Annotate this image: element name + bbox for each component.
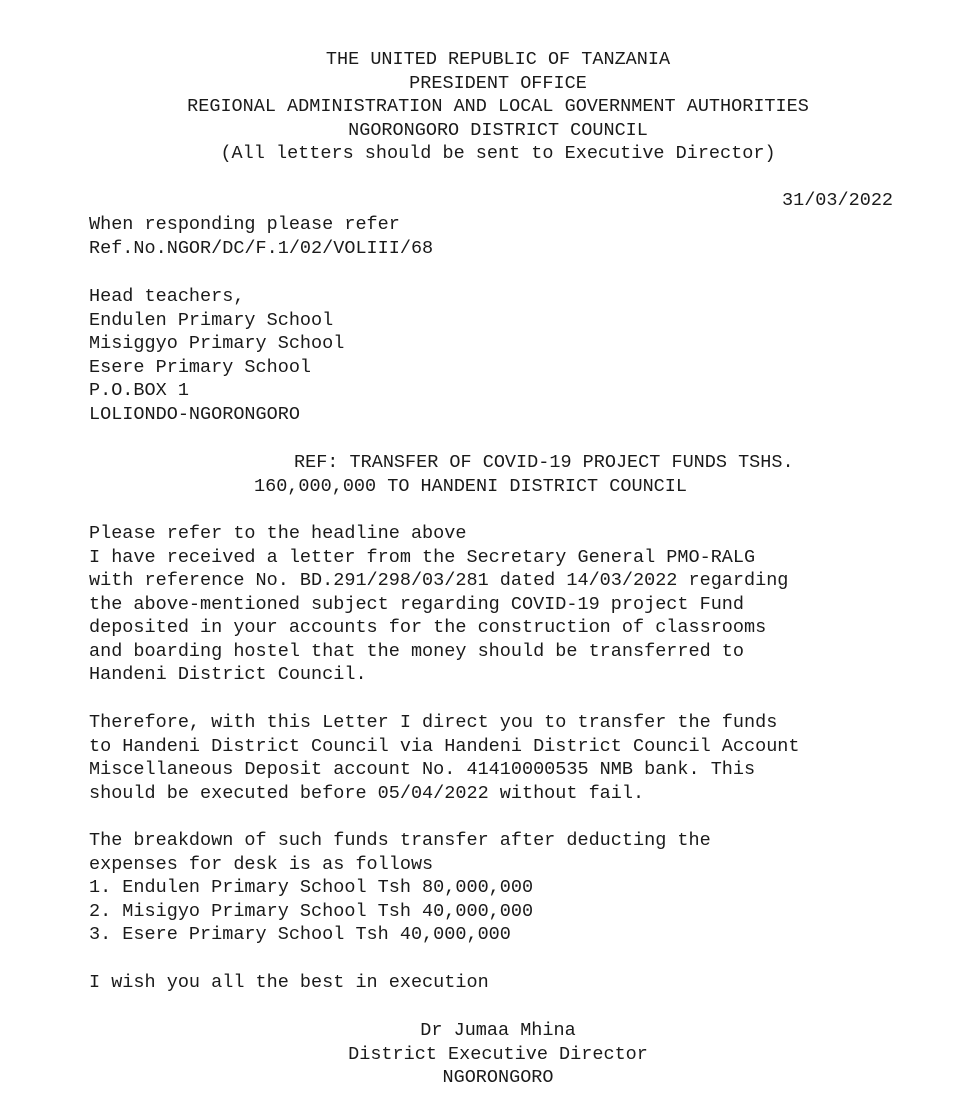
body-line: with reference No. BD.291/298/03/281 dated 14/03/2022 regarding <box>89 570 789 591</box>
addressee-line: Misiggyo Primary School <box>89 333 345 354</box>
body-line: The breakdown of such funds transfer after deducting the <box>89 830 711 851</box>
subject-line: 160,000,000 TO HANDENI DISTRICT COUNCIL <box>254 475 687 497</box>
body-line: I have received a letter from the Secretary General PMO-RALG <box>89 546 756 568</box>
signature-place: NGORONGORO <box>442 1067 554 1088</box>
reference-number: Ref.No.NGOR/DC/F.1/02/VOLIII/68 <box>89 237 434 259</box>
reference-instruction: When responding please refer <box>89 214 400 235</box>
breakdown-item: 3. Esere Primary School Tsh 40,000,000 <box>89 924 511 945</box>
body-line: Therefore, with this Letter I direct you to transfer the funds <box>89 712 778 733</box>
addressee-line: P.O.BOX 1 <box>89 380 189 401</box>
body-line: to Handeni District Council via Handeni District Council Account <box>89 735 800 757</box>
signature-title: District Executive Director <box>348 1043 648 1065</box>
body-line: expenses for desk is as follows <box>89 853 434 875</box>
header-council: NGORONGORO DISTRICT COUNCIL <box>348 119 648 141</box>
body-line: and boarding hostel that the money should be transferred to <box>89 640 745 662</box>
body-line: the above-mentioned subject regarding COVID-19 project Fund <box>89 593 745 615</box>
body-line: Please refer to the headline above <box>89 523 467 544</box>
header-note: (All letters should be sent to Executive Director) <box>220 143 776 164</box>
body-line: deposited in your accounts for the construction of classrooms <box>89 617 767 638</box>
signature-name: Dr Jumaa Mhina <box>420 1020 576 1041</box>
addressee-line: LOLIONDO-NGORONGORO <box>89 403 300 425</box>
addressee-line: Endulen Primary School <box>89 309 334 331</box>
letter-date: 31/03/2022 <box>782 190 894 211</box>
body-line: should be executed before 05/04/2022 without fail. <box>89 782 645 804</box>
breakdown-item: 2. Misigyo Primary School Tsh 40,000,000 <box>89 900 534 922</box>
breakdown-item: 1. Endulen Primary School Tsh 80,000,000 <box>89 877 534 898</box>
header-authority: REGIONAL ADMINISTRATION AND LOCAL GOVERNMENT AUTHORITIES <box>187 96 809 117</box>
body-line: Handeni District Council. <box>89 664 367 685</box>
addressee-line: Head teachers, <box>89 286 245 307</box>
subject-line: REF: TRANSFER OF COVID-19 PROJECT FUNDS TSHS. <box>294 452 794 473</box>
header-country: THE UNITED REPUBLIC OF TANZANIA <box>325 49 671 70</box>
header-office: PRESIDENT OFFICE <box>409 72 587 94</box>
closing-line: I wish you all the best in execution <box>89 972 489 993</box>
body-line: Miscellaneous Deposit account No. 41410000535 NMB bank. This <box>89 759 756 780</box>
addressee-line: Esere Primary School <box>89 356 312 378</box>
